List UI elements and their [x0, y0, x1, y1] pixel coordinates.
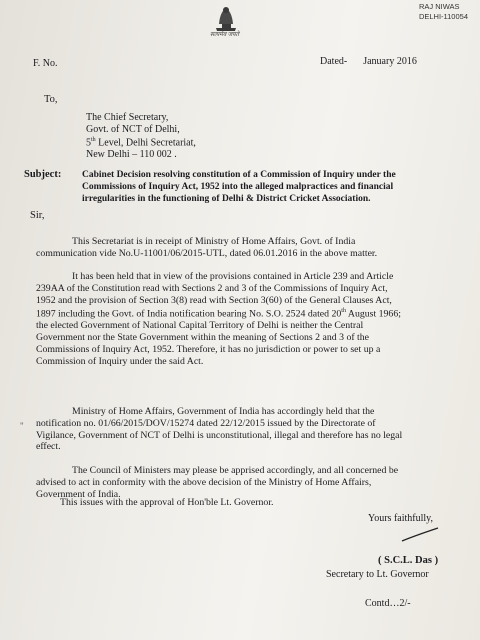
signatory-designation: Secretary to Lt. Governor [326, 569, 429, 580]
subject-label: Subject: [24, 169, 62, 180]
address-line: Govt. of NCT of Delhi, [86, 123, 180, 135]
emblem-motto: सत्यमेव जयते [210, 32, 240, 38]
to-label: To, [44, 94, 58, 105]
recipient-address [86, 112, 196, 160]
valediction: Yours faithfully, [368, 513, 434, 524]
paragraph-holding: It has been held that in view of the provisions contained in Article 239 and Article 239AA of the Constitution read with Sections 2 and 3 of the Commissions of Inquiry Act, 1952 and the provision of Section 3(8) read with Section 3(60) of the General Clauses Act, 1897 including the Govt. of India notification bearing No. S.O. 2524 dated 20th August 1966; the elected Government of National Capital Territory of Delhi is neither the Central Government nor the State Government within the meaning of Sections 2 and 3 of the Commissions of Inquiry Act, 1952. Therefore, it has no jurisdiction or power to set up a Commission of Inquiry under the said Act. [36, 271, 401, 367]
address-line: New Delhi – 110 002 . [86, 148, 177, 160]
dated-value: January 2016 [363, 56, 417, 67]
address-line: The Chief Secretary, [86, 112, 169, 123]
signature-mark-icon [400, 526, 440, 544]
margin-mark: " [20, 421, 24, 431]
subject-text: Cabinet Decision resolving constitution of a Commission of Inquiry under the Commissions of Inquiry Act, 1952 into the alleged malpractices and financial irregularities in the functioning of Delhi & District Cricket Association. [82, 170, 396, 204]
continued-note: Contd…2/- [365, 598, 411, 609]
paragraph-council: The Council of Ministers may please be apprised accordingly, and all concerned be advised to act in conformity with the above decision of the Ministry of Home Affairs, Government of India. [36, 465, 399, 500]
office-address [419, 2, 468, 22]
signatory-name: ( S.C.L. Das ) [378, 555, 439, 566]
dated-line [320, 56, 417, 67]
office-city: DELHI-110054 [418, 12, 468, 21]
salutation: Sir, [30, 210, 45, 221]
address-line: 5th Level, Delhi Secretariat, [86, 137, 196, 149]
paragraph-mha: Ministry of Home Affairs, Government of India has accordingly held that the notification no. 01/66/2015/DOV/15274 dated 22/12/2015 issued by the Directorate of Vigilance, Government of NCT of Delhi is unconstitutional, illegal and therefore has no legal effect. [36, 406, 403, 453]
dated-label: Dated- [320, 56, 348, 67]
file-number-label: F. No. [33, 58, 58, 69]
office-name: RAJ NIWAS [418, 2, 460, 11]
paragraph-receipt: This Secretariat is in receipt of Ministry of Home Affairs, Govt. of India communication vide No.U-11001/06/2015-UTL, dated 06.01.2016 in the above matter. [36, 236, 378, 259]
paragraph-approval: This issues with the approval of Hon'ble Lt. Governor. [60, 497, 274, 508]
